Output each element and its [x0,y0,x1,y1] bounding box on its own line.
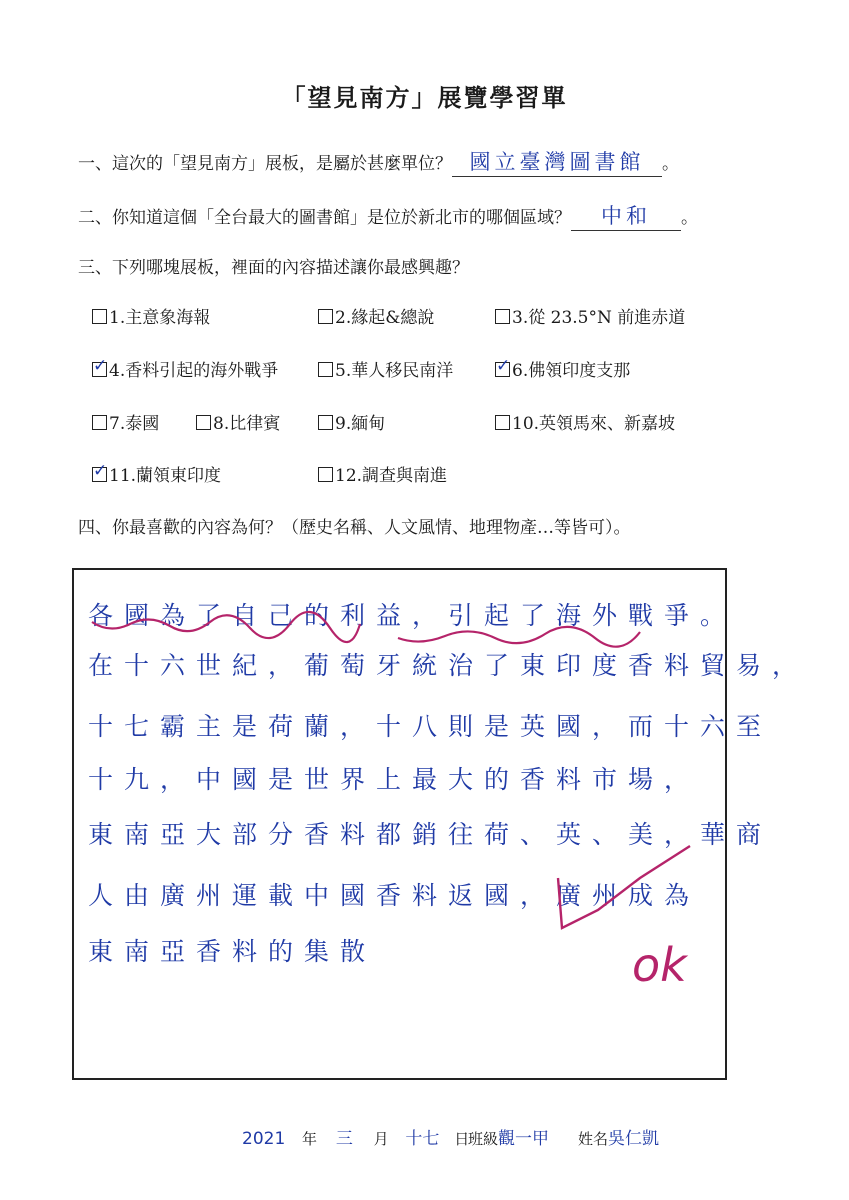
option-label: 11.蘭領東印度 [109,466,222,486]
option-11[interactable] [92,461,221,486]
option-label: 4.香料引起的海外戰爭 [109,361,279,381]
month-value: 三 [335,1129,353,1149]
option-7[interactable] [92,409,159,434]
question-2-answer[interactable]: 中和 [571,200,681,231]
class-field [468,1124,549,1149]
option-5[interactable] [318,356,453,381]
checkbox[interactable] [495,309,510,324]
question-2-end: 。 [681,208,698,228]
answer-box[interactable] [72,568,809,1080]
checkbox[interactable] [318,309,333,324]
name-field [578,1124,659,1149]
option-1[interactable] [92,303,210,328]
question-1 [78,146,679,177]
option-label: 2.緣起&總說 [335,308,435,328]
question-1-prompt: 一、這次的「望見南方」展板，是屬於甚麼單位？ [78,154,452,174]
option-label: 3.從 23.5°N 前進赤道 [512,308,686,328]
day-value: 十七 [405,1129,440,1149]
date-field [242,1124,469,1149]
checkbox[interactable] [92,309,107,324]
check-mark-icon: ✓ [496,356,511,376]
answer-line: 東南亞大部分香料都銷往荷、英、美，華商 [88,820,773,849]
checkbox[interactable] [318,415,333,430]
checkbox[interactable] [92,415,107,430]
grade-mark: ok [632,938,687,992]
answer-line: 人由廣州運載中國香料返國，廣州成為 [88,881,701,910]
option-6[interactable] [495,356,630,381]
year-label: 年 [302,1130,318,1148]
option-label: 10.英領馬來、新嘉坡 [512,414,676,434]
option-8[interactable] [196,409,280,434]
question-4-prompt: 四、你最喜歡的內容為何？（歷史名稱、人文風情、地理物產…等皆可）。 [78,518,631,538]
option-4[interactable] [92,356,278,381]
class-value[interactable]: 觀一甲 [498,1129,550,1149]
answer-line: 東南亞香料的集散 [88,937,377,966]
option-12[interactable] [318,461,447,486]
checkbox[interactable] [495,415,510,430]
question-1-answer[interactable]: 國立臺灣圖書館 [452,146,662,177]
option-label: 9.緬甸 [335,414,386,434]
checkbox[interactable] [318,362,333,377]
answer-line: 各國為了自己的利益，引起了海外戰爭。 [88,601,737,630]
answer-line: 十九，中國是世界上最大的香料市場， [88,765,701,794]
checkbox-checked[interactable] [92,356,108,377]
option-label: 12.調查與南進 [335,466,448,486]
check-mark-icon: ✓ [93,356,108,376]
checkbox[interactable] [318,467,333,482]
option-label: 8.比律賓 [213,414,281,434]
checkbox-checked[interactable] [495,356,511,377]
check-mark-icon: ✓ [93,461,108,481]
name-value[interactable]: 吳仁凱 [608,1129,660,1149]
class-label: 班級 [468,1130,499,1148]
question-1-end: 。 [662,154,679,174]
option-label: 1.主意象海報 [109,308,211,328]
checkbox[interactable] [196,415,211,430]
answer-line: 在十六世紀，葡萄牙統治了東印度香料貿易， [88,651,809,680]
checkbox-checked[interactable] [92,461,108,482]
question-2 [78,200,698,231]
answer-line: 十七霸主是荷蘭，十八則是英國，而十六至 [88,712,773,741]
option-label: 7.泰國 [109,414,160,434]
year-value: 2021 [242,1129,286,1149]
option-3[interactable] [495,303,685,328]
option-10[interactable] [495,409,675,434]
question-3-prompt: 三、下列哪塊展板，裡面的內容描述讓你最感興趣？ [78,258,469,278]
option-label: 5.華人移民南洋 [335,361,454,381]
option-9[interactable] [318,409,385,434]
option-label: 6.佛領印度支那 [512,361,631,381]
option-2[interactable] [318,303,434,328]
name-label: 姓名 [578,1130,609,1148]
day-label: 日 [454,1130,470,1148]
question-2-prompt: 二、你知道這個「全台最大的圖書館」是位於新北市的哪個區域？ [78,208,571,228]
month-label: 月 [373,1130,389,1148]
worksheet-title: 「望見南方」展覽學習單 [281,83,568,112]
